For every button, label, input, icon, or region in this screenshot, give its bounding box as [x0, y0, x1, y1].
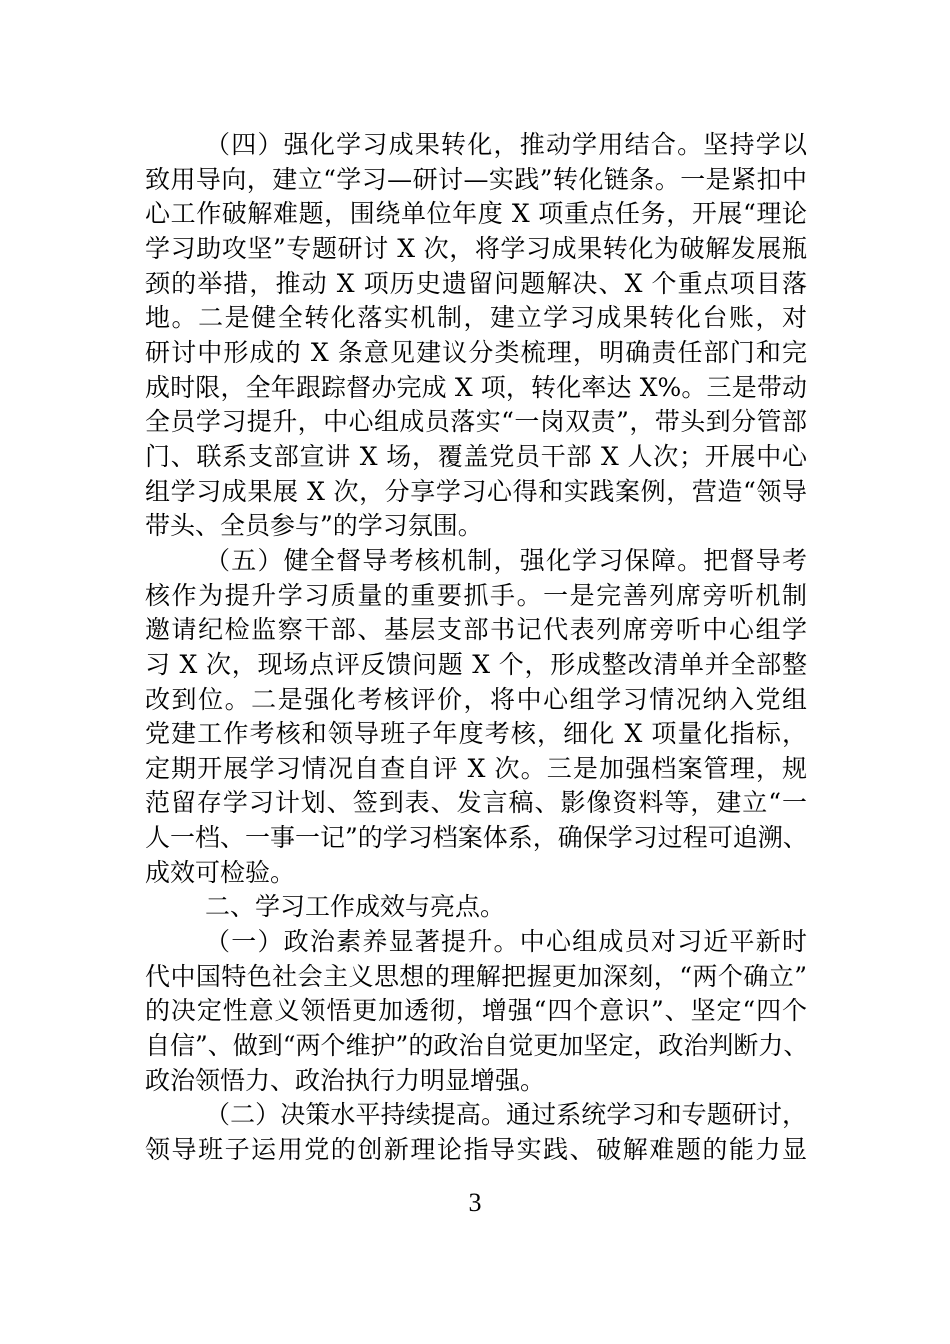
text-line: 带头、全员参与”的学习氛围。 [145, 511, 483, 541]
text-line: 门、联系支部宣讲 X 场，覆盖党员干部 X 人次；开展中心 [145, 441, 807, 471]
text-line: 习 X 次，现场点评反馈问题 X 个，形成整改清单并全部整 [145, 649, 807, 679]
paragraph [145, 890, 807, 925]
text-line: 的决定性意义领悟更加透彻，增强“四个意识”、坚定“四个 [145, 996, 807, 1026]
text-line: （二）决策水平持续提高。通过系统学习和专题研讨， [205, 1100, 807, 1130]
text-line: 党建工作考核和领导班子年度考核，细化 X 项量化指标， [145, 719, 807, 749]
text-line: 改到位。二是强化考核评价，将中心组学习情况纳入党组 [145, 684, 807, 714]
text-line: 成时限，全年跟踪督办完成 X 项，转化率达 X%。三是带动 [145, 372, 807, 402]
text-line: 范留存学习计划、签到表、发言稿、影像资料等，建立“一 [145, 788, 807, 818]
paragraph [145, 544, 807, 891]
text-line: 研讨中形成的 X 条意见建议分类梳理，明确责任部门和完 [145, 337, 807, 367]
text-line: 邀请纪检监察干部、基层支部书记代表列席旁听中心组学 [145, 615, 807, 645]
text-line: 学习助攻坚”专题研讨 X 次，将学习成果转化为破解发展瓶 [145, 233, 807, 263]
paragraph [145, 128, 807, 544]
text-line: 心工作破解难题，围绕单位年度 X 项重点任务，开展“理论 [145, 199, 807, 229]
paragraph [145, 1098, 807, 1167]
text-line: （四）强化学习成果转化，推动学用结合。坚持学以 [205, 130, 807, 159]
text-line: （五）健全督导考核机制，强化学习保障。把督导考 [205, 545, 807, 575]
text-line: 地。二是健全转化落实机制，建立学习成果转化台账，对 [145, 303, 807, 333]
document-body [145, 128, 807, 1168]
text-line: 颈的举措，推动 X 项历史遗留问题解决、X 个重点项目落 [145, 268, 807, 298]
text-line: 人一档、一事一记”的学习档案体系，确保学习过程可追溯、 [145, 823, 808, 853]
text-line: 核作为提升学习质量的重要抓手。一是完善列席旁听机制 [145, 580, 807, 610]
text-line: （一）政治素养显著提升。中心组成员对习近平新时 [205, 927, 807, 957]
text-line: 政治领悟力、政治执行力明显增强。 [145, 1065, 546, 1095]
text-line: 全员学习提升，中心组成员落实“一岗双责”，带头到分管部 [145, 407, 807, 437]
text-line: 定期开展学习情况自查自评 X 次。三是加强档案管理，规 [145, 753, 807, 783]
text-line: 领导班子运用党的创新理论指导实践、破解难题的能力显 [145, 1135, 807, 1165]
text-line: 成效可检验。 [145, 857, 296, 887]
text-line: 致用导向，建立“学习—研讨—实践”转化链条。一是紧扣中 [145, 164, 807, 194]
text-line: 二、学习工作成效与亮点。 [205, 892, 506, 922]
text-line: 代中国特色社会主义思想的理解把握更加深刻，“两个确立” [145, 961, 807, 991]
text-line: 自信”、做到“两个维护”的政治自觉更加坚定，政治判断力、 [145, 1031, 809, 1061]
text-line: 组学习成果展 X 次，分享学习心得和实践案例，营造“领导 [145, 476, 807, 506]
page-number: 3 [468, 1188, 482, 1217]
paragraph [145, 925, 807, 1098]
